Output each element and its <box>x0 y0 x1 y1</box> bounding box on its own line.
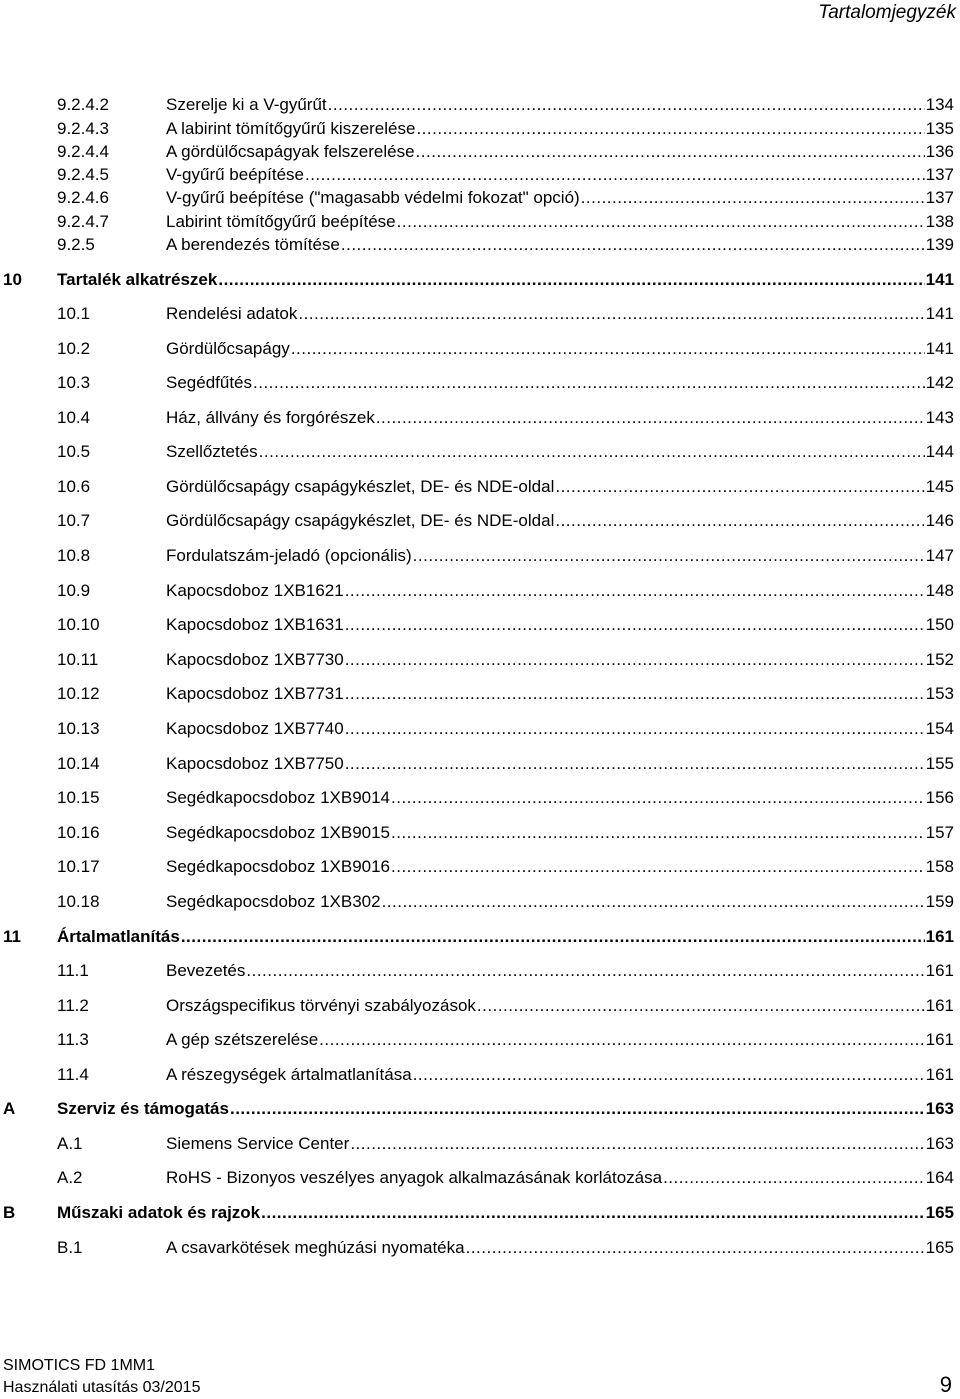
toc-entry[interactable] <box>0 371 954 395</box>
toc-entry-title: Ártalmatlanítás <box>57 927 180 946</box>
toc-entry[interactable] <box>0 752 954 776</box>
toc-entry[interactable] <box>0 233 954 257</box>
toc-entry-page: 143 <box>925 408 954 427</box>
toc-entry[interactable] <box>0 440 954 464</box>
toc-dot-leader <box>246 959 924 983</box>
toc-entry-page: 161 <box>925 996 954 1015</box>
toc-entry-title: Szellőztetés <box>166 442 258 461</box>
toc-dot-leader <box>477 994 925 1018</box>
toc-entry-page: 141 <box>925 339 954 358</box>
toc-entry-page: 141 <box>925 270 954 289</box>
toc-entry-title: Kapocsdoboz 1XB1621 <box>166 581 344 600</box>
toc-entry-page: 159 <box>925 892 954 911</box>
toc-entry-number: 9.2.4.4 <box>57 142 109 161</box>
toc-entry-title: Fordulatszám-jeladó (opcionális) <box>166 546 412 565</box>
toc-entry-number: 10.15 <box>57 788 100 807</box>
toc-entry-page: 161 <box>925 927 954 946</box>
toc-entry-number: 10.2 <box>57 339 91 358</box>
toc-entry-page: 161 <box>925 1065 954 1084</box>
toc-entry[interactable] <box>0 821 954 845</box>
toc-dot-leader <box>382 890 925 914</box>
toc-entry-page: 146 <box>925 511 954 530</box>
footer <box>3 1355 200 1399</box>
toc-entry-number: 10.6 <box>57 477 91 496</box>
toc-entry-number: 10 <box>3 270 22 289</box>
toc-dot-leader <box>345 648 925 672</box>
toc-entry-title: Siemens Service Center <box>166 1134 350 1153</box>
toc-entry-title: A berendezés tömítése <box>166 235 340 254</box>
toc-entry-page: 135 <box>925 119 954 138</box>
toc-dot-leader <box>345 682 925 706</box>
toc-entry-number: 10.12 <box>57 684 100 703</box>
toc-entry[interactable] <box>0 717 954 741</box>
toc-dot-leader <box>261 1201 924 1225</box>
toc-entry-number: 9.2.5 <box>57 235 95 254</box>
toc-entry-title: A gép szétszerelése <box>166 1030 319 1049</box>
toc-entry-title: RoHS - Bizonyos veszélyes anyagok alkalmazásának korlátozása <box>166 1168 663 1187</box>
toc-entry-page: 161 <box>925 1030 954 1049</box>
toc-entry-title: A labirint tömítőgyűrű kiszerelése <box>166 119 416 138</box>
toc-entry-title: Műszaki adatok és rajzok <box>57 1203 261 1222</box>
toc-entry-number: 10.11 <box>57 650 99 669</box>
toc-dot-leader <box>218 268 924 292</box>
toc-chapter-entry[interactable] <box>0 925 954 949</box>
toc-entry-number: 9.2.4.3 <box>57 119 109 138</box>
toc-entry-number: 10.18 <box>57 892 100 911</box>
toc-entry-number: 10.17 <box>57 857 100 876</box>
toc-entry[interactable] <box>0 1166 954 1190</box>
toc-entry[interactable] <box>0 855 954 879</box>
toc-entry-title: Segédkapocsdoboz 1XB9014 <box>166 788 391 807</box>
toc-entry-number: 10.5 <box>57 442 91 461</box>
toc-entry[interactable] <box>0 648 954 672</box>
toc-entry[interactable] <box>0 302 954 326</box>
toc-entry-number: 10.8 <box>57 546 91 565</box>
toc-entry-number: 11 <box>3 927 21 946</box>
toc-entry-page: 163 <box>925 1134 954 1153</box>
toc-dot-leader <box>376 406 925 430</box>
toc-entry-page: 134 <box>925 95 954 114</box>
toc-entry-number: 10.10 <box>57 615 100 634</box>
toc-entry-number: 9.2.4.6 <box>57 188 109 207</box>
toc-entry[interactable] <box>0 1236 954 1260</box>
toc-entry-page: 148 <box>925 581 954 600</box>
toc-entry-number: 10.13 <box>57 719 100 738</box>
toc-entry-number: 10.7 <box>57 511 91 530</box>
toc-entry-page: 158 <box>925 857 954 876</box>
toc-dot-leader <box>555 509 924 533</box>
toc-entry-number: A.2 <box>57 1168 83 1187</box>
toc-entry-title: Kapocsdoboz 1XB7740 <box>166 719 344 738</box>
toc-entry-title: Kapocsdoboz 1XB7730 <box>166 650 344 669</box>
toc-dot-leader <box>230 1097 925 1121</box>
toc-dot-leader <box>345 579 925 603</box>
toc-entry-number: 10.14 <box>57 754 100 773</box>
toc-dot-leader <box>345 613 925 637</box>
toc-entry-page: 147 <box>925 546 954 565</box>
toc-entry-title: Kapocsdoboz 1XB7750 <box>166 754 344 773</box>
toc-entry-title: A csavarkötések meghúzási nyomatéka <box>166 1238 465 1257</box>
toc-entry-page: 155 <box>925 754 954 773</box>
toc-entry[interactable] <box>0 994 954 1018</box>
toc-dot-leader <box>350 1132 924 1156</box>
toc-entry[interactable] <box>0 406 954 430</box>
toc-entry-title: Szerviz és támogatás <box>57 1099 229 1118</box>
toc-dot-leader <box>341 233 925 257</box>
toc-entry-title: Segédkapocsdoboz 1XB302 <box>166 892 381 911</box>
toc-entry-title: A részegységek ártalmatlanítása <box>166 1065 412 1084</box>
toc-entry-page: 136 <box>925 142 954 161</box>
toc-entry[interactable] <box>0 509 954 533</box>
toc-entry-page: 163 <box>925 1099 954 1118</box>
toc-entry-number: 11.2 <box>57 996 89 1015</box>
toc-entry-page: 144 <box>925 442 954 461</box>
toc-entry-page: 156 <box>925 788 954 807</box>
toc-entry[interactable] <box>0 579 954 603</box>
toc-dot-leader <box>391 786 925 810</box>
toc-entry[interactable] <box>0 1028 954 1052</box>
toc-dot-leader <box>319 1028 924 1052</box>
toc-entry-page: 145 <box>925 477 954 496</box>
toc-dot-leader <box>391 821 925 845</box>
toc-entry-page: 161 <box>925 961 954 980</box>
toc-dot-leader <box>397 210 925 234</box>
toc-entry-title: Segédkapocsdoboz 1XB9015 <box>166 823 391 842</box>
toc-dot-leader <box>328 93 925 117</box>
toc-entry[interactable] <box>0 1063 954 1087</box>
toc-entry-title: Szerelje ki a V-gyűrűt <box>166 95 327 114</box>
toc-entry-number: A <box>3 1099 16 1118</box>
toc-dot-leader <box>413 1063 925 1087</box>
toc-entry[interactable] <box>0 186 954 210</box>
toc-dot-leader <box>663 1166 925 1190</box>
toc-entry[interactable] <box>0 163 954 187</box>
toc-dot-leader <box>416 117 924 141</box>
toc-entry-number: 9.2.4.5 <box>57 165 109 184</box>
toc-entry-title: V-gyűrű beépítése ("magasabb védelmi fokozat" opció) <box>166 188 580 207</box>
toc-entry-title: V-gyűrű beépítése <box>166 165 304 184</box>
toc-entry[interactable] <box>0 1132 954 1156</box>
toc-dot-leader <box>345 752 925 776</box>
toc-entry-page: 141 <box>925 304 954 323</box>
toc-dot-leader <box>291 337 925 361</box>
toc-dot-leader <box>466 1236 925 1260</box>
toc-dot-leader <box>305 163 925 187</box>
toc-dot-leader <box>181 925 925 949</box>
footer-page-number: 9 <box>939 1372 952 1397</box>
toc-dot-leader <box>298 302 924 326</box>
toc-entry[interactable] <box>0 140 954 164</box>
toc-entry-page: 138 <box>925 212 954 231</box>
toc-dot-leader <box>413 544 925 568</box>
toc-dot-leader <box>416 140 925 164</box>
toc-entry-number: B.1 <box>57 1238 83 1257</box>
toc-entry-title: Kapocsdoboz 1XB1631 <box>166 615 344 634</box>
toc-entry[interactable] <box>0 337 954 361</box>
toc-entry-title: Segédkapocsdoboz 1XB9016 <box>166 857 391 876</box>
toc-entry-page: 164 <box>925 1168 954 1187</box>
toc-dot-leader <box>253 371 925 395</box>
toc-entry-title: A gördülőcsapágyak felszerelése <box>166 142 415 161</box>
toc-entry-title: Tartalék alkatrészek <box>57 270 218 289</box>
toc-entry[interactable] <box>0 786 954 810</box>
toc-dot-leader <box>555 475 924 499</box>
toc-chapter-entry[interactable] <box>0 268 954 292</box>
toc-entry-page: 150 <box>925 615 954 634</box>
running-header: Tartalomjegyzék <box>818 2 956 23</box>
toc-entry-number: 11.4 <box>57 1065 89 1084</box>
toc-entry[interactable] <box>0 210 954 234</box>
toc-entry-number: 11.3 <box>57 1030 89 1049</box>
toc-entry[interactable] <box>0 117 954 141</box>
toc-entry-number: A.1 <box>57 1134 83 1153</box>
toc-dot-leader <box>391 855 925 879</box>
toc-entry-number: 9.2.4.7 <box>57 212 109 231</box>
toc-entry-page: 153 <box>925 684 954 703</box>
toc-entry-title: Labirint tömítőgyűrű beépítése <box>166 212 396 231</box>
toc-entry-page: 137 <box>925 165 954 184</box>
toc-entry-title: Rendelési adatok <box>166 304 298 323</box>
toc-entry-title: Ház, állvány és forgórészek <box>166 408 375 427</box>
toc-entry-page: 165 <box>925 1238 954 1257</box>
toc-dot-leader <box>581 186 925 210</box>
toc-entry-page: 152 <box>925 650 954 669</box>
toc-entry[interactable] <box>0 890 954 914</box>
toc-entry-title: Segédfűtés <box>166 373 253 392</box>
toc-entry-number: 10.16 <box>57 823 100 842</box>
toc-entry-title: Bevezetés <box>166 961 246 980</box>
toc-entry[interactable] <box>0 544 954 568</box>
toc-entry[interactable] <box>0 475 954 499</box>
toc-entry-number: 10.4 <box>57 408 91 427</box>
toc-entry[interactable] <box>0 959 954 983</box>
toc-entry-number: 10.1 <box>57 304 91 323</box>
toc-entry-title: Kapocsdoboz 1XB7731 <box>166 684 344 703</box>
toc-entry-title: Gördülőcsapágy csapágykészlet, DE- és NDE-oldal <box>166 477 555 496</box>
toc-entry-page: 139 <box>925 235 954 254</box>
toc-entry-title: Gördülőcsapágy csapágykészlet, DE- és NDE-oldal <box>166 511 555 530</box>
toc-entry-number: B <box>3 1203 16 1222</box>
toc-entry-page: 154 <box>925 719 954 738</box>
footer-product: SIMOTICS FD 1MM1 <box>3 1357 156 1374</box>
toc-entry-number: 10.3 <box>57 373 91 392</box>
toc-entry-number: 9.2.4.2 <box>57 95 109 114</box>
toc-entry-title: Gördülőcsapágy <box>166 339 290 358</box>
toc-entry-page: 137 <box>925 188 954 207</box>
toc-entry[interactable] <box>0 93 954 117</box>
toc-chapter-entry[interactable] <box>0 1097 954 1121</box>
toc-entry[interactable] <box>0 613 954 637</box>
toc-dot-leader <box>345 717 925 741</box>
toc-entry-page: 142 <box>925 373 954 392</box>
toc-dot-leader <box>259 440 925 464</box>
toc-entry-number: 11.1 <box>57 961 89 980</box>
toc-entry[interactable] <box>0 682 954 706</box>
toc-entry-title: Országspecifikus törvényi szabályozások <box>166 996 476 1015</box>
toc-chapter-entry[interactable] <box>0 1201 954 1225</box>
toc-entry-page: 165 <box>925 1203 954 1222</box>
toc-entry-number: 10.9 <box>57 581 91 600</box>
toc-entry-page: 157 <box>925 823 954 842</box>
footer-manual: Használati utasítás 03/2015 <box>3 1379 201 1396</box>
